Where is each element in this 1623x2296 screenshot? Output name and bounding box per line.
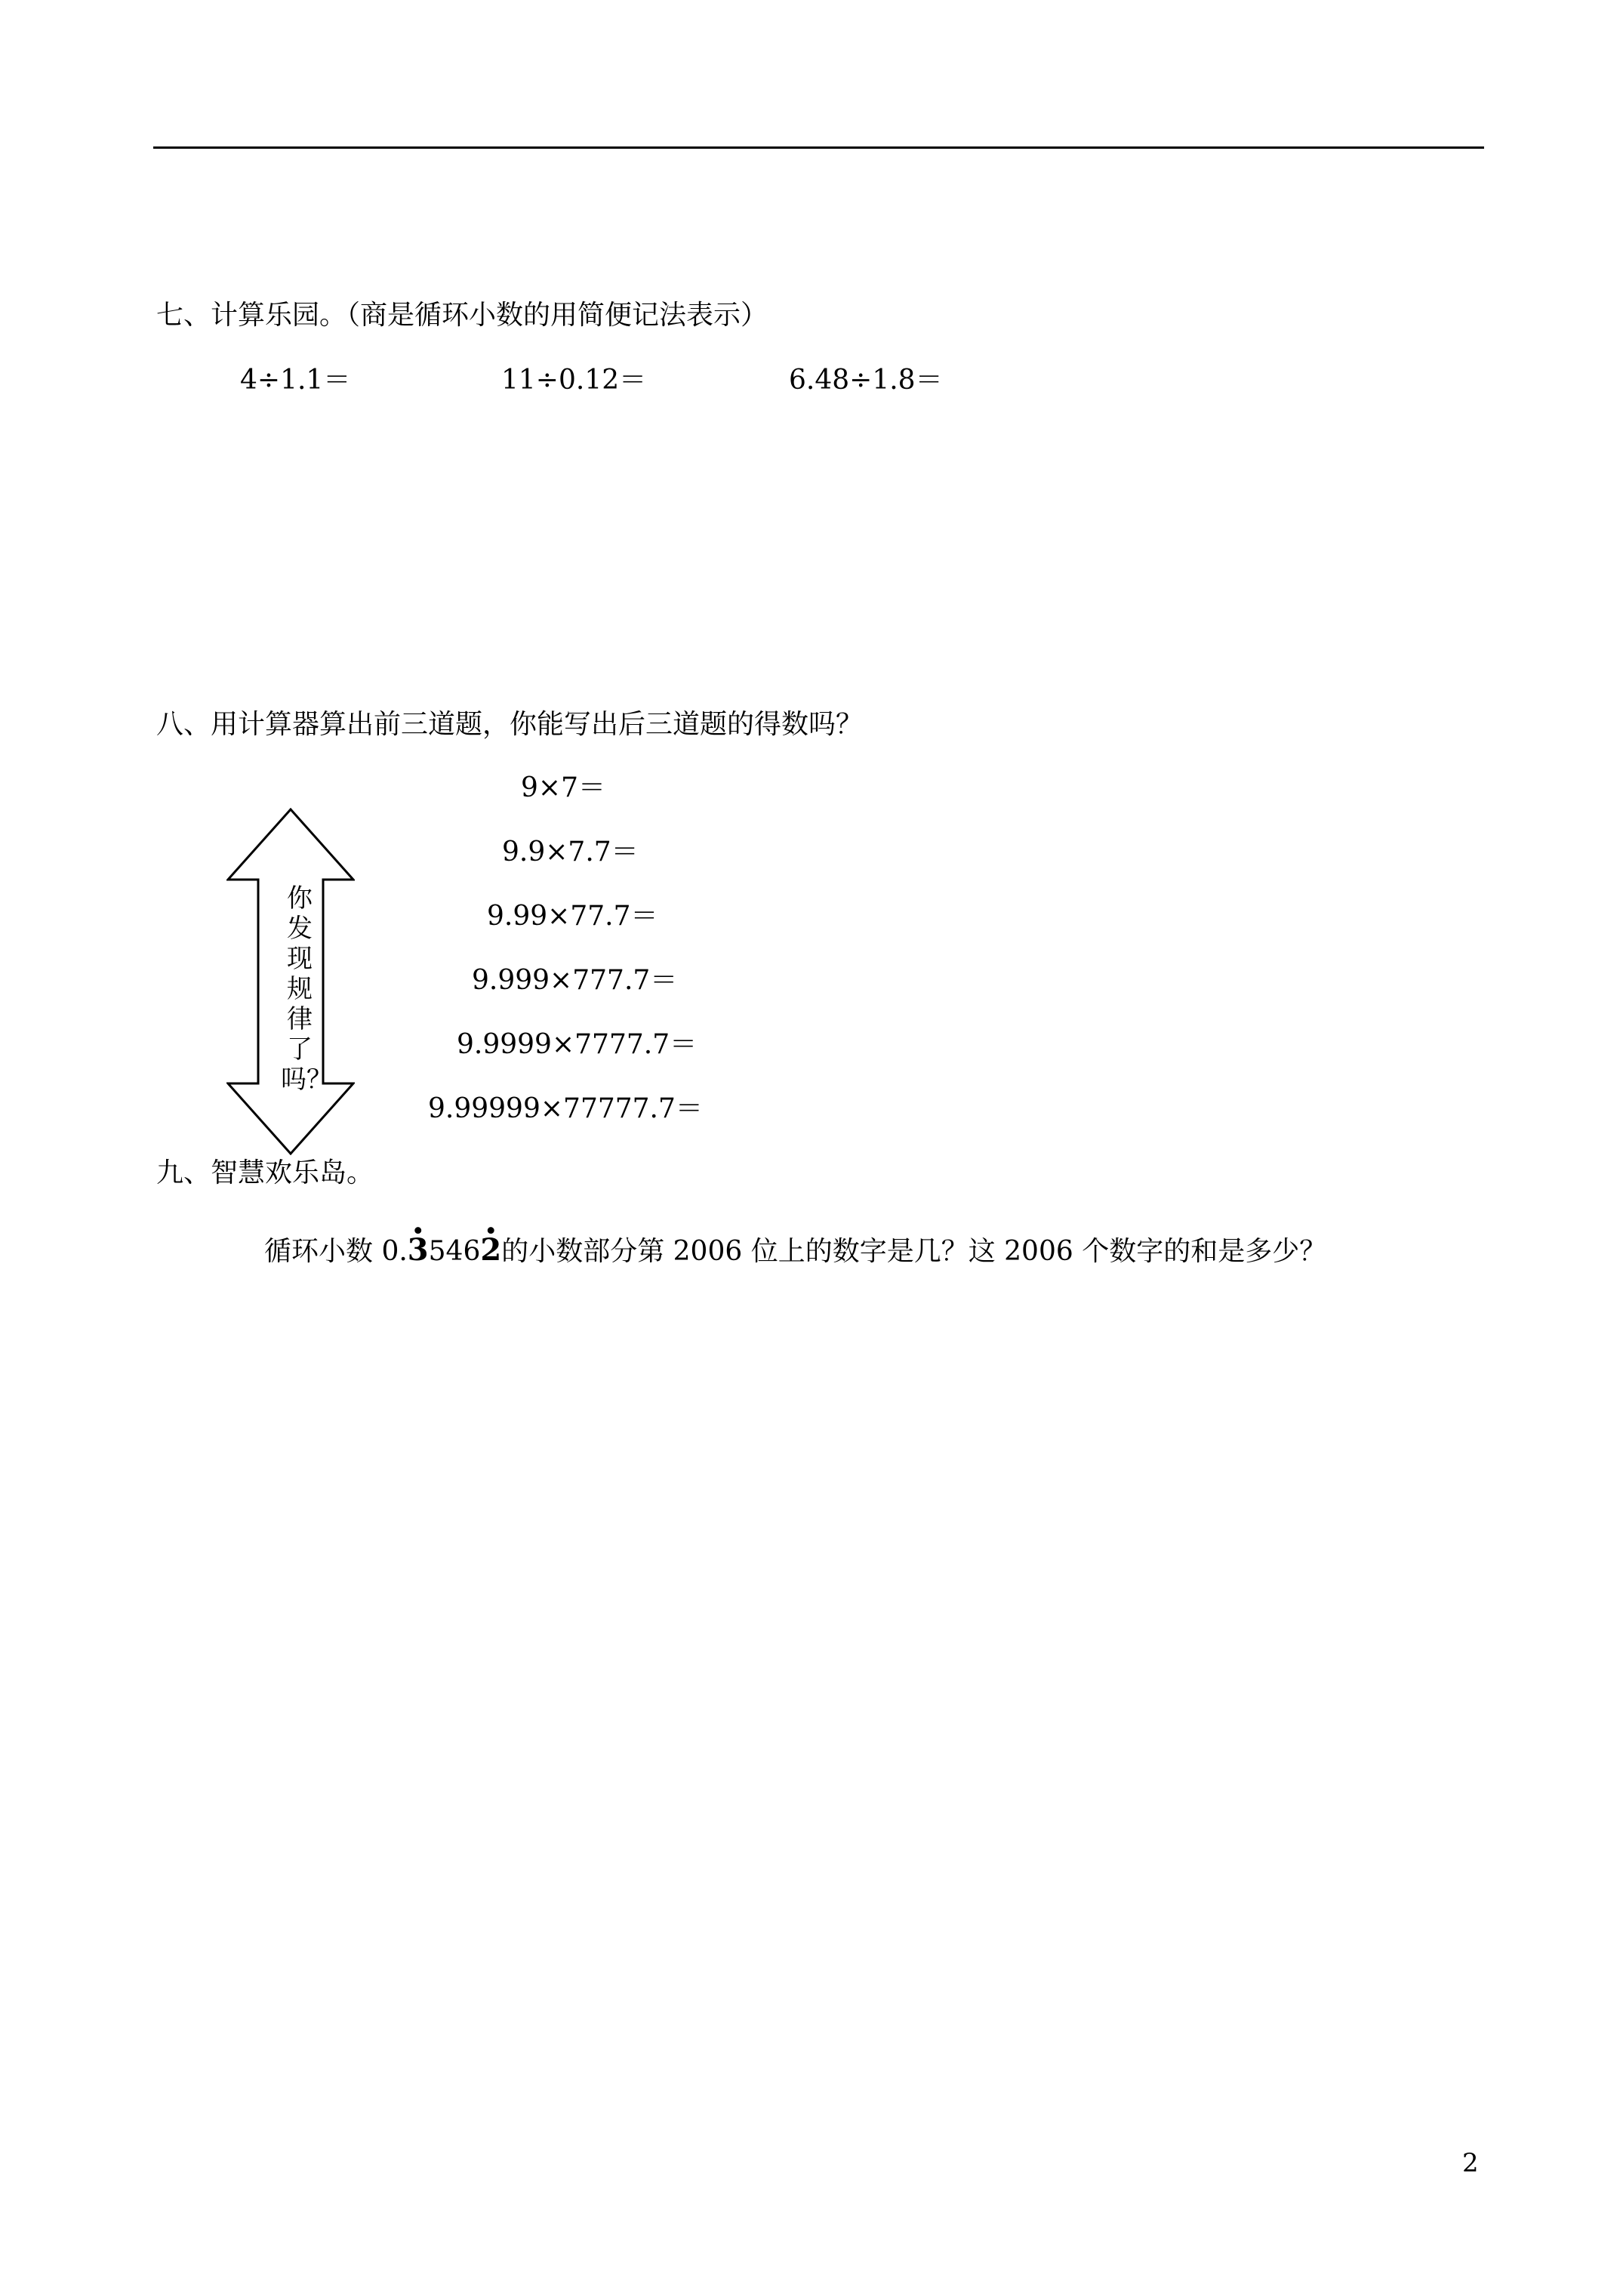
equation-8-2: 9.9×7.7＝ xyxy=(502,837,639,868)
equation-7-2: 11÷0.12＝ xyxy=(501,365,647,396)
equation-8-6: 9.99999×77777.7＝ xyxy=(428,1093,703,1124)
section-7-title: 七、计算乐园。（商是循环小数的用简便记法表示） xyxy=(156,300,768,331)
question-suffix: 的小数部分第 2006 位上的数字是几？这 2006 个数字的和是多少？ xyxy=(501,1236,1327,1267)
section-9-question xyxy=(264,1234,1326,1268)
page-number: 2 xyxy=(1462,2148,1479,2178)
equation-8-4: 9.999×777.7＝ xyxy=(472,965,678,996)
section-9-title: 九、智慧欢乐岛。 xyxy=(156,1157,374,1188)
section-8-title: 八、用计算器算出前三道题，你能写出后三道题的得数吗？ xyxy=(156,709,864,740)
repeat-start-digit: · 3 xyxy=(408,1234,429,1267)
equation-7-1: 4÷1.1＝ xyxy=(240,365,351,396)
equation-8-5: 9.9999×7777.7＝ xyxy=(457,1029,698,1060)
middle-digits: 546 xyxy=(428,1236,481,1267)
equation-8-1: 9×7＝ xyxy=(521,772,605,803)
repeat-end-digit: · 2 xyxy=(480,1234,501,1267)
equation-8-3: 9.99×77.7＝ xyxy=(487,901,658,932)
question-prefix: 循环小数 0. xyxy=(264,1236,408,1267)
arrow-label: 你发现规律了吗？ xyxy=(281,883,332,1095)
header-rule xyxy=(153,146,1484,149)
equation-7-3: 6.48÷1.8＝ xyxy=(789,365,943,396)
